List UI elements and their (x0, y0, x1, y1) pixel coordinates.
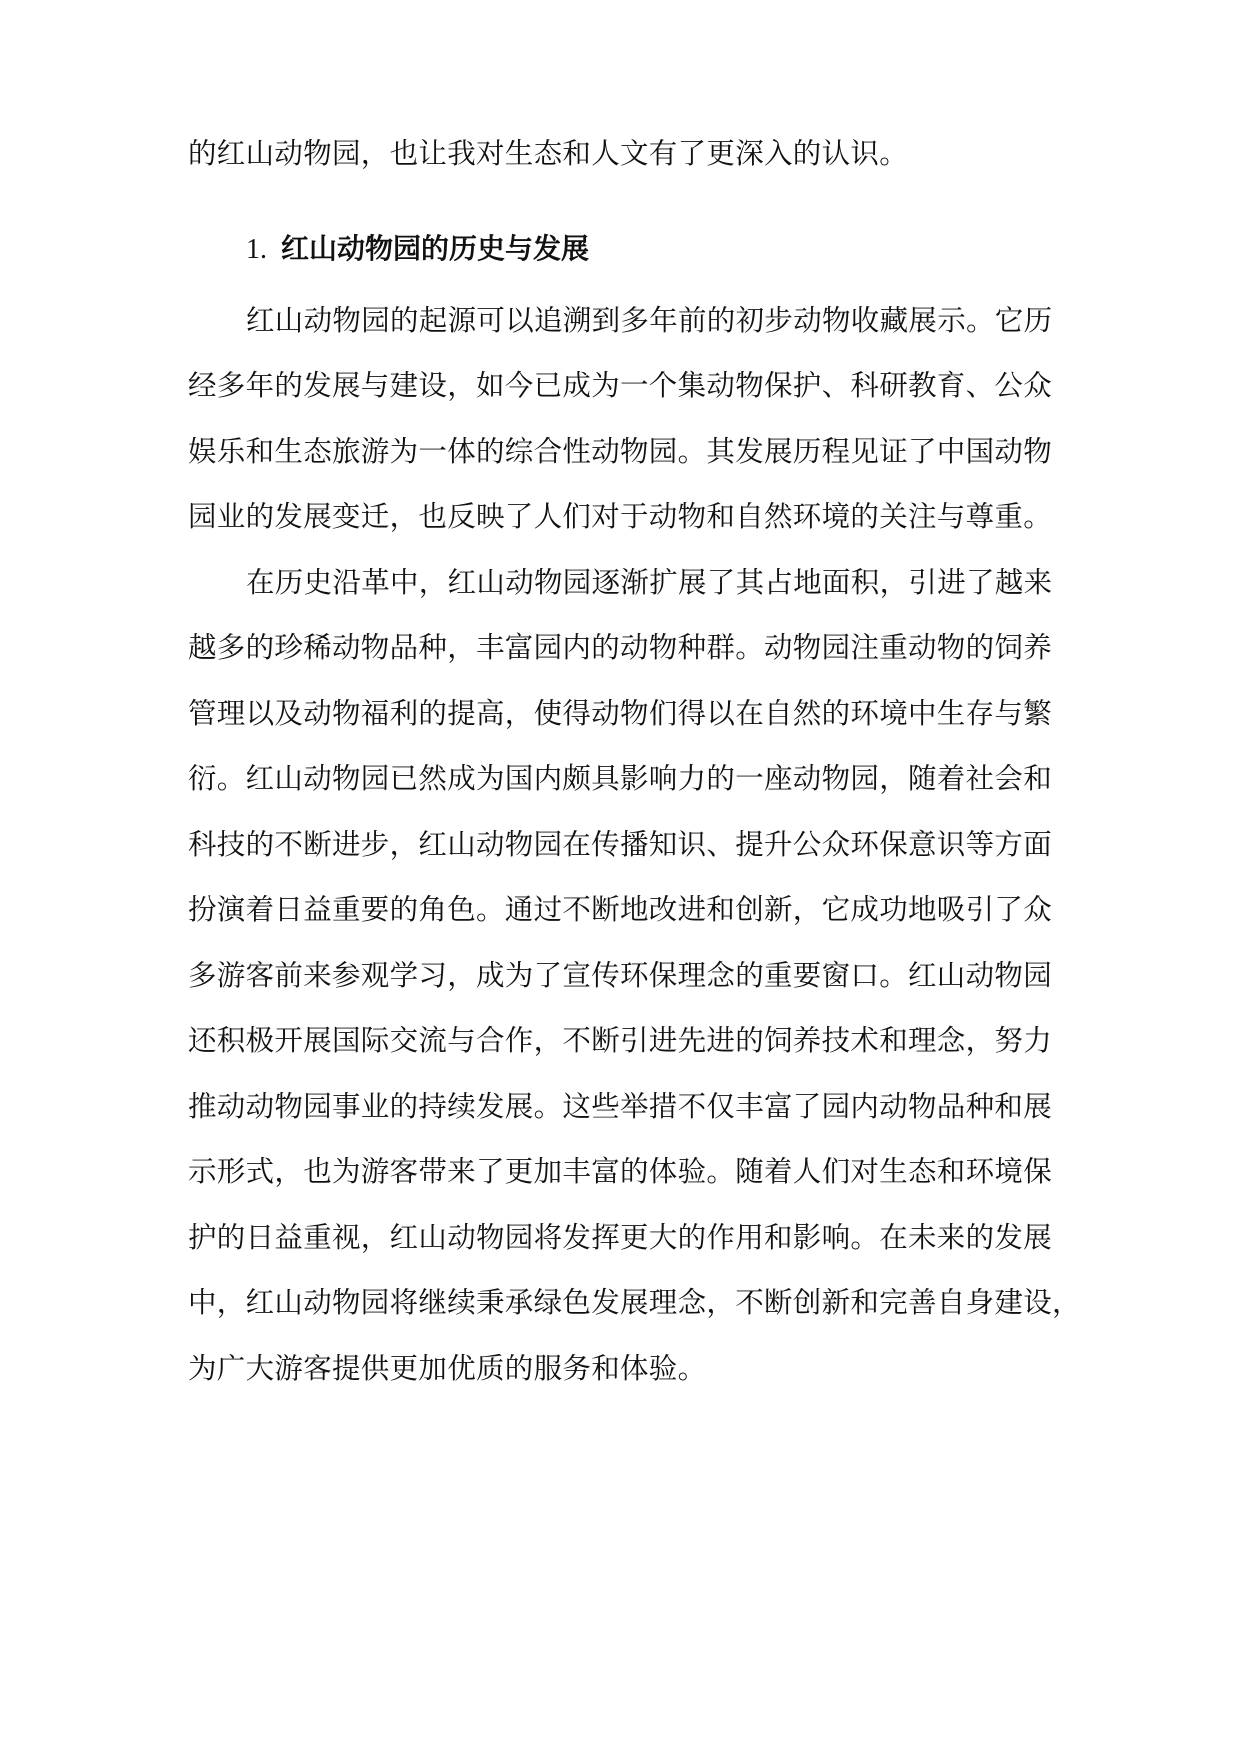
paragraph-line: 示形式，也为游客带来了更加丰富的体验。随着人们对生态和环境保 (188, 1155, 1053, 1188)
paragraph-line: 红山动物园的起源可以追溯到多年前的初步动物收藏展示。它历 (246, 304, 1053, 337)
paragraph-line: 娱乐和生态旅游为一体的综合性动物园。其发展历程见证了中国动物 (188, 435, 1053, 468)
paragraph-line: 越多的珍稀动物品种，丰富园内的动物种群。动物园注重动物的饲养 (188, 631, 1053, 664)
paragraph-line: 在历史沿革中，红山动物园逐渐扩展了其占地面积，引进了越来 (246, 566, 1053, 599)
paragraph-line: 园业的发展变迁，也反映了人们对于动物和自然环境的关注与尊重。 (188, 500, 1053, 533)
paragraph-line: 扮演着日益重要的角色。通过不断地改进和创新，它成功地吸引了众 (188, 893, 1053, 926)
paragraph-line: 科技的不断进步，红山动物园在传播知识、提升公众环保意识等方面 (188, 828, 1053, 861)
paragraph-line: 经多年的发展与建设，如今已成为一个集动物保护、科研教育、公众 (188, 369, 1053, 402)
paragraph-line: 护的日益重视，红山动物园将发挥更大的作用和影响。在未来的发展 (188, 1221, 1053, 1254)
paragraph-line: 多游客前来参观学习，成为了宣传环保理念的重要窗口。红山动物园 (188, 959, 1053, 992)
section-number: 1. (246, 234, 267, 265)
paragraph-line: 推动动物园事业的持续发展。这些举措不仅丰富了园内动物品种和展 (188, 1090, 1053, 1123)
paragraph-line: 管理以及动物福利的提高，使得动物们得以在自然的环境中生存与繁 (188, 697, 1053, 730)
paragraph-line: 中，红山动物园将继续秉承绿色发展理念，不断创新和完善自身建设， (188, 1286, 1081, 1319)
section-heading (246, 229, 589, 270)
paragraph-line: 衍。红山动物园已然成为国内颇具影响力的一座动物园，随着社会和 (188, 762, 1053, 795)
section-title: 红山动物园的历史与发展 (281, 232, 590, 265)
lead-paragraph-line: 的红山动物园，也让我对生态和人文有了更深入的认识。 (188, 137, 909, 170)
paragraph-line: 为广大游客提供更加优质的服务和体验。 (188, 1352, 707, 1385)
paragraph-line: 还积极开展国际交流与合作，不断引进先进的饲养技术和理念，努力 (188, 1024, 1053, 1057)
